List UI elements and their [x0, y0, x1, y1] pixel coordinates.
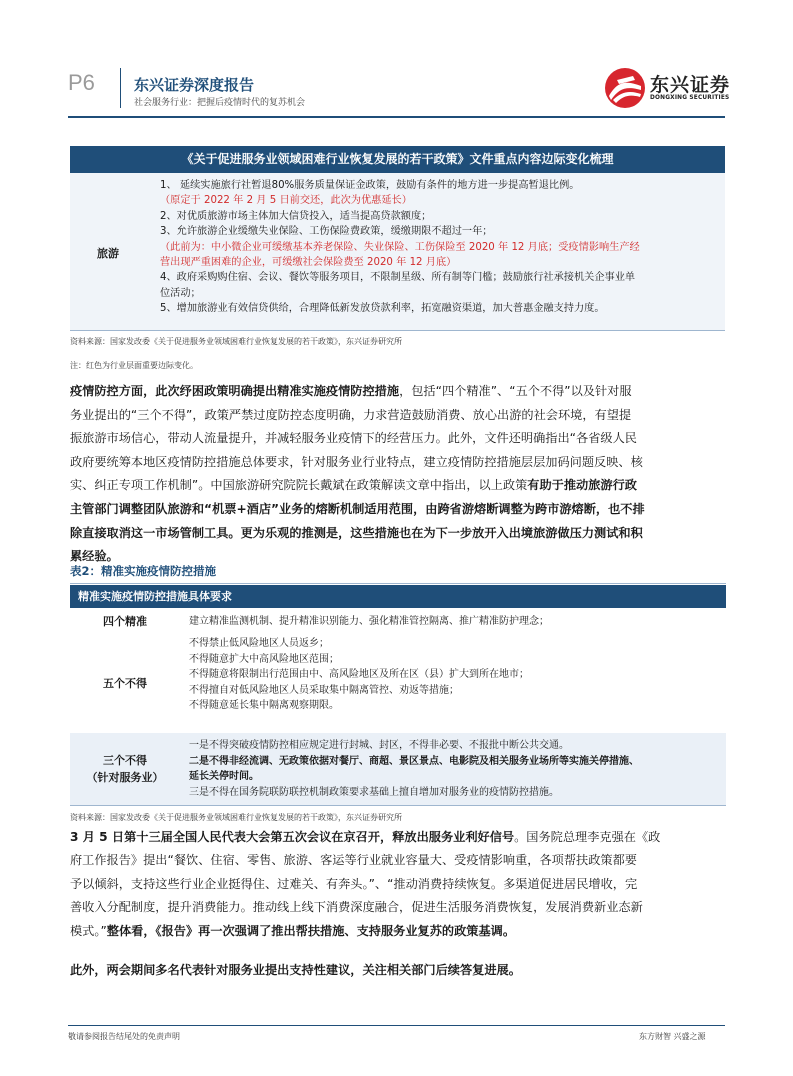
body-text: 府工作报告》提出“餐饮、住宿、零售、旅游、客运等行业就业容量大、受疫情影响重，各项帮扶政策都要 — [70, 853, 637, 868]
table1-line: 5、增加旅游业有效信贷供给，合理降低新发放贷款利率，拓宽融资渠道，加大普惠金融支持力度。 — [160, 303, 605, 315]
table2-row-text: 延长关停时间。 — [189, 771, 259, 783]
table1-line: （原定于 2022 年 2 月 5 日前交还，此次为优惠延长） — [160, 195, 412, 207]
table2-caption: 表2：精准实施疫情防控措施 — [70, 564, 217, 578]
body-text: 予以倾斜，支持这些行业企业挺得住、过难关、有奔头。”、“推动消费持续恢复。多渠道促进居民增收，完 — [70, 876, 638, 891]
table1-line: 营出现严重困难的企业，可缓缴社会保险费至 2020 年 12 月底） — [160, 257, 457, 268]
table2-row-label: 五个不得 — [103, 676, 147, 690]
paragraph-line — [70, 521, 726, 545]
paragraph-line — [70, 403, 726, 427]
body-text: ，包括“四个精准”、“五个不得”以及针对服 — [399, 384, 632, 398]
table2-row-text: 建立精准监测机制、提升精准识别能力、强化精准管控隔离、推广精准防护理念； — [189, 616, 549, 627]
paragraph-line — [70, 919, 726, 943]
table2-row-text: 不得随意延长集中隔离观察期限。 — [189, 700, 339, 712]
table2-header: 精准实施疫情防控措施具体要求 — [70, 585, 726, 608]
table2-row-text: 一是不得突破疫情防控相应规定进行封城、封区，不得非必要、不报批中断公共交通。 — [189, 740, 569, 751]
table2-row-text: 二是不得非经流调、无政策依据对餐厅、商超、景区景点、电影院及相关服务业场所等实施关停措施、 — [189, 755, 639, 767]
paragraph-line — [70, 848, 726, 872]
body-text: 实、纠正专项工作机制”。中国旅游研究院院长戴斌在政策解读文章中指出，以上政策 — [70, 478, 528, 493]
paragraph-line — [70, 958, 726, 982]
page-number: P6 — [68, 70, 95, 95]
bold-text: 有助于推动旅游行政 — [527, 478, 637, 493]
table2-row-text: 三是不得在国务院联防联控机制政策要求基础上擅自增加对服务业的疫情防控措施。 — [189, 786, 559, 798]
table2-source: 资料来源：国家发改委《关于促进服务业领域困难行业恢复发展的若干政策》，东兴证券研究所 — [70, 813, 402, 822]
body-text: 振旅游市场信心，带动人流量提升，并减轻服务业疫情下的经营压力。此外，文件还明确指出“各省级人民 — [70, 431, 637, 446]
table2-caption-rule — [70, 583, 726, 584]
footer-rule — [68, 1025, 725, 1026]
logo-text-cn: 东兴证券 — [650, 74, 731, 96]
paragraph-line — [70, 825, 726, 849]
report-subtitle: 社会服务行业：把握后疫情时代的复苏机会 — [134, 98, 306, 108]
body-text: 务业提出的“三个不得”，政策严禁过度防控态度明确，力求营造鼓励消费、放心出游的社会环境，有望提 — [70, 407, 632, 422]
header-divider — [120, 68, 121, 108]
body-text: 。国务院总理李克强在《政 — [514, 830, 661, 844]
table2-row-rule — [70, 805, 726, 806]
table2-row-text: 不得随意将限制出行范围由中、高风险地区及所在区（县）扩大到所在地市； — [189, 669, 529, 681]
table1-line: 1、 延续实施旅行社暂退80%服务质量保证金政策，鼓励有条件的地方进一步提高暂退比例。 — [160, 180, 580, 191]
dongxing-logo-icon — [603, 66, 647, 110]
table2-row-text: 不得禁止低风险地区人员返乡； — [189, 638, 329, 649]
bold-text: 累经验。 — [70, 549, 119, 564]
paragraph-line — [70, 473, 726, 497]
table1-line: 2、对优质旅游市场主体加大信贷投入，适当提高贷款额度； — [160, 210, 432, 222]
table1-line: 3、允许旅游企业缓缴失业保险、工伤保险费政策，缓缴期限不超过一年； — [160, 226, 493, 238]
table1-row-label: 旅游 — [97, 247, 119, 260]
bold-text: 主管部门调整团队旅游和“机票+酒店”业务的熔断机制适用范围，由跨省游熔断调整为跨市游熔断，也不排 — [70, 502, 645, 516]
body-text: 善收入分配制度，提升消费能力。推动线上线下消费深度融合，促进生活服务消费恢复，发展消费新业态新 — [70, 900, 643, 915]
table1-line: （此前为：中小微企业可缓缴基本养老保险、失业保险、工伤保险至 2020 年 12 月底；受疫情影响生产经 — [160, 241, 640, 253]
table2-row-label: 三个不得 — [103, 754, 147, 767]
table2-row-text: 不得随意扩大中高风险地区范围； — [189, 653, 339, 665]
paragraph-line — [70, 450, 726, 474]
table1-note: 注：红色为行业层面重要边际变化。 — [70, 361, 198, 370]
footer-slogan: 东方财智 兴盛之源 — [639, 1032, 706, 1041]
footer-disclaimer: 敬请参阅报告结尾处的免责声明 — [68, 1032, 180, 1041]
paragraph-line — [70, 379, 726, 403]
bold-text: 除直接取消这一市场管制工具。更为乐观的推测是，这些措施也在为下一步放开入出境旅游做压力测试和积 — [70, 525, 643, 540]
paragraph-line — [70, 895, 726, 919]
table1-line: 4、政府采购购住宿、会议、餐饮等服务项目，不限制星级、所有制等门槛；鼓励旅行社承接机关企事业单 — [160, 272, 636, 284]
table2-row-text: 不得擅自对低风险地区人员采取集中隔离管控、劝返等措施； — [189, 684, 459, 696]
table1-title: 《关于促进服务业领域困难行业恢复发展的若干政策》文件重点内容边际变化梳理 — [70, 146, 725, 173]
bold-text: 3 月 5 日第十三届全国人民代表大会第五次会议在京召开，释放出服务业利好信号 — [70, 830, 515, 844]
table1-source: 资料来源：国家发改委《关于促进服务业领域困难行业恢复发展的若干政策》，东兴证券研究所 — [70, 337, 402, 346]
header-rule — [68, 116, 725, 118]
paragraph-line — [70, 872, 726, 896]
table1-line: 位活动； — [160, 287, 201, 299]
body-text: 政府要统筹本地区疫情防控措施总体要求，针对服务业行业特点，建立疫情防控措施层层加码问题反映、核 — [70, 454, 643, 469]
logo-text-en: DONGXING SECURITIES — [650, 95, 730, 101]
bold-text: 整体看，《报告》再一次强调了推出帮扶措施、支持服务业复苏的政策基调。 — [106, 923, 516, 938]
paragraph-line — [70, 426, 726, 450]
body-text: 模式。” — [70, 923, 107, 938]
table2-row-label: （针对服务业） — [86, 771, 164, 784]
report-title: 东兴证券深度报告 — [134, 76, 255, 94]
bold-text: 疫情防控方面，此次纾困政策明确提出精准实施疫情防控措施 — [70, 384, 400, 398]
table2-row-label: 四个精准 — [103, 614, 147, 628]
bold-text: 此外，两会期间多名代表针对服务业提出支持性建议，关注相关部门后续答复进展。 — [70, 963, 521, 977]
paragraph-line — [70, 497, 726, 521]
